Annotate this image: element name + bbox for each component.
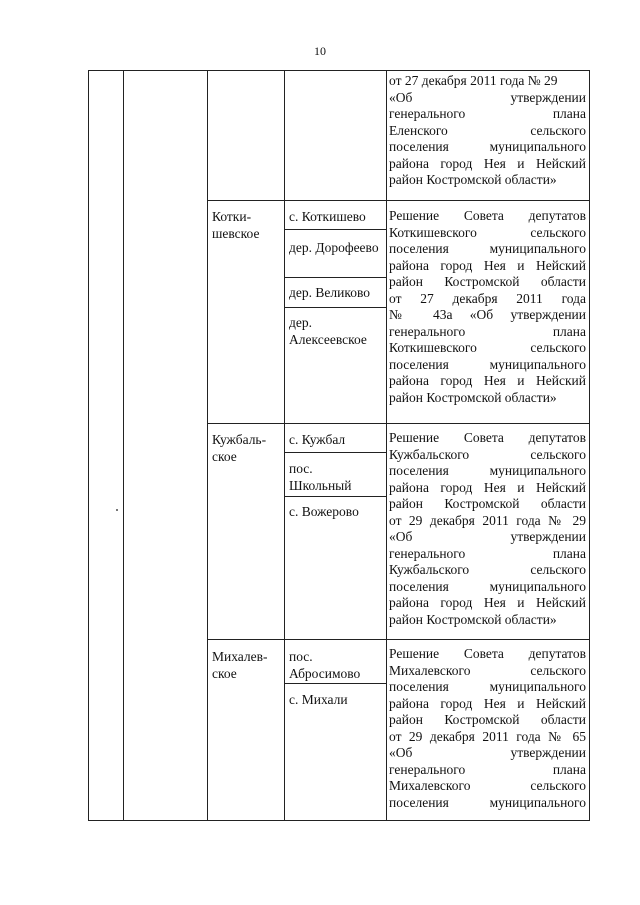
locality-divider: [284, 496, 386, 497]
decision-line: Решение Совета депутатов: [389, 208, 586, 223]
decision-line: Михалевского сельского: [389, 778, 586, 793]
decision-line: «Об утверждении: [389, 89, 586, 105]
locality-name: пос. Школьный: [289, 461, 352, 493]
decision-line: район Костромской области: [389, 712, 586, 727]
locality-name: пос. Абросимово: [289, 649, 361, 681]
decision-line: поселения муниципального: [389, 356, 586, 372]
decision-line: от 27 декабря 2011 года № 29: [389, 73, 558, 88]
decision-line: района город Нея и Нейский: [389, 155, 586, 171]
decision-line: района город Нея и Нейский: [389, 479, 586, 495]
locality-divider: [284, 452, 386, 453]
locality-name: дер. Великово: [289, 285, 370, 300]
locality-divider: [284, 307, 386, 308]
decision-line: генерального плана: [389, 545, 586, 561]
decision-line: генерального плана: [389, 761, 586, 777]
decision-line: № 43а «Об утверждении: [389, 307, 586, 322]
settlement-name: Котки- шевское: [212, 209, 260, 241]
column-divider: [123, 71, 124, 820]
decision-line: поселения муниципального: [389, 463, 586, 478]
locality-name: дер. Алексеевское: [289, 315, 367, 347]
decision-line: от 27 декабря 2011 года: [389, 290, 586, 306]
decision-line: поселения муниципального: [389, 679, 586, 694]
locality-divider: [284, 277, 386, 278]
decision-text: [389, 208, 586, 406]
page-number: 10: [314, 44, 326, 58]
decision-line: генерального плана: [389, 106, 586, 121]
decision-line: поселения муниципального: [389, 794, 586, 810]
decision-line: Кужбальского сельского: [389, 446, 586, 462]
decision-line: района город Нея и Нейский: [389, 257, 586, 273]
decision-line: Решение Совета депутатов: [389, 646, 586, 661]
column-divider: [386, 71, 387, 820]
decision-text: [389, 430, 586, 628]
decision-line: Еленского сельского: [389, 122, 586, 138]
decision-line: «Об утверждении: [389, 529, 586, 544]
decision-line: район Костромской области»: [389, 389, 557, 405]
locality-name: дер. Дорофеево: [289, 240, 379, 255]
decision-line: генерального плана: [389, 323, 586, 339]
decision-line: поселения муниципального: [389, 139, 586, 154]
locality-divider: [284, 683, 386, 684]
locality-name: с. Кужбал: [289, 432, 346, 447]
decision-line: района город Нея и Нейский: [389, 695, 586, 711]
scan-artifact: [116, 509, 118, 511]
decision-line: район Костромской области: [389, 274, 586, 289]
decision-line: Коткишевского сельского: [389, 340, 586, 355]
locality-divider: [284, 229, 386, 230]
settlement-name: Кужбаль- ское: [212, 432, 267, 464]
decision-line: Решение Совета депутатов: [389, 430, 586, 445]
decision-line: Коткишевского сельского: [389, 224, 586, 240]
locality-name: с. Михали: [289, 692, 348, 707]
locality-name: с. Коткишево: [289, 209, 366, 224]
locality-name: с. Вожерово: [289, 504, 359, 519]
decision-text: [389, 646, 586, 811]
decision-line: «Об утверждении: [389, 745, 586, 760]
row-divider: [207, 200, 589, 201]
decision-line: поселения муниципального: [389, 578, 586, 594]
decision-line: от 29 декабря 2011 года № 29: [389, 512, 586, 528]
row-divider: [207, 423, 589, 424]
decision-line: район Костромской области: [389, 496, 586, 511]
column-divider: [284, 71, 285, 820]
row-divider: [207, 639, 589, 640]
decision-line: поселения муниципального: [389, 241, 586, 256]
decision-line: Михалевского сельского: [389, 662, 586, 678]
decision-line: район Костромской области»: [389, 172, 557, 187]
column-divider: [207, 71, 208, 820]
settlements-table: [88, 70, 590, 821]
decision-line: район Костромской области»: [389, 611, 557, 627]
decision-line: района город Нея и Нейский: [389, 595, 586, 610]
decision-line: от 29 декабря 2011 года № 65: [389, 728, 586, 744]
settlement-name: Михалев- ское: [212, 649, 268, 681]
decision-line: района город Нея и Нейский: [389, 373, 586, 388]
decision-line: Кужбальского сельского: [389, 562, 586, 577]
decision-text: [389, 73, 586, 189]
